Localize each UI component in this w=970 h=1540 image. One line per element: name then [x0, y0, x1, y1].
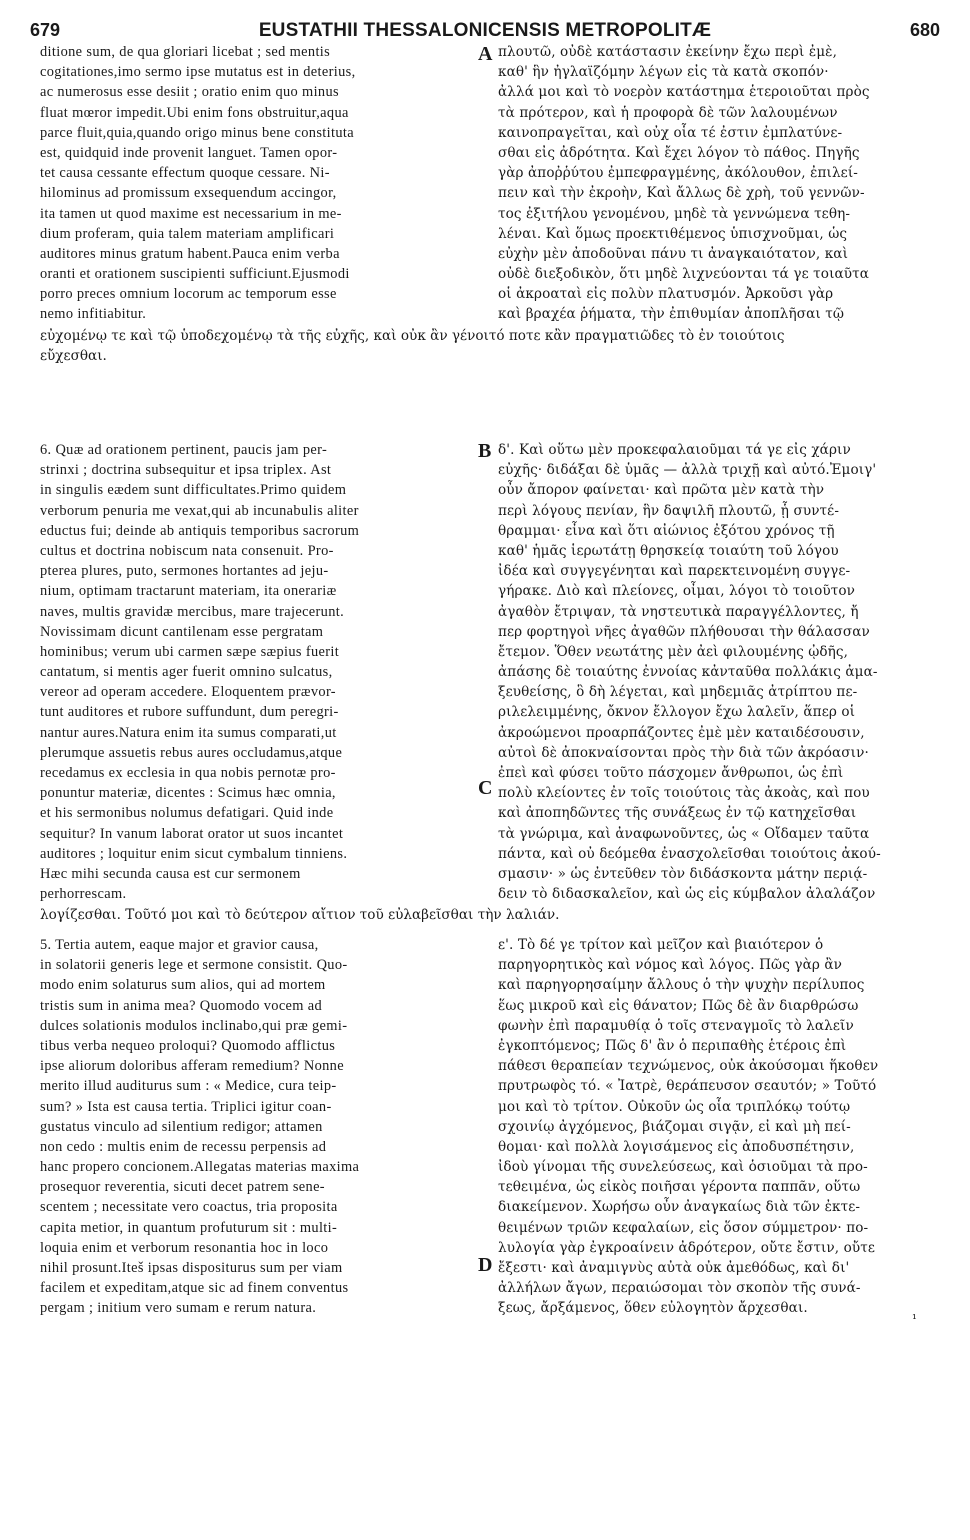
margin-marker-a: A: [478, 43, 493, 65]
text-line: περ φορτηγοὶ νῆες ἀγαθῶν πλήθουσαι τὴν θάλασσαν: [498, 623, 870, 640]
text-line: in solatorii generis lege et sermone consistit. Quo-: [40, 957, 348, 974]
text-line: ἀπάσης δὲ τοιαύτης ἐννοίας κἀνταῦθα πολλάκις ἀμα-: [498, 664, 878, 681]
text-line: Hæc mihi secunda causa est cur sermonem: [40, 865, 301, 882]
text-line: καὶ παρηγορησαίμην ἄλλους ὁ τὴν ψυχὴν περίλυπος: [498, 977, 865, 994]
text-line: περὶ λόγους πενίαν, ἣν δαψιλῆ πλουτῶ, ᾗ συντέ-: [498, 502, 840, 519]
margin-marker-b: B: [478, 440, 492, 462]
footnote-mark: ¹: [912, 1312, 917, 1326]
text-line: nantur aures.Natura enim ita sumus comparati,ut: [40, 724, 337, 741]
text-line: σμασιν· » ὡς ἐντεῦθεν τὸν διδάσκοντα μάτην περιᾴ-: [498, 865, 868, 882]
text-line: oranti et orationem suscipienti sufficiunt.Ejusmodi: [40, 266, 350, 283]
text-line: πάντα, καὶ οὐ δεόμεθα ἐνασχολεῖσθαι τοιούτοις ἀκού-: [498, 845, 881, 862]
greek-column-section-c: [498, 935, 930, 1319]
latin-column-section-b: [40, 440, 478, 904]
page-header: [30, 8, 940, 44]
text-line: nihil prosunt.Iteš ipsas dispositurus sum per viam: [40, 1260, 343, 1276]
text-line: cogitationes,imo sermo ipse mutatus est in deterius,: [40, 64, 356, 81]
text-line: θομαι· καὶ πολλὰ λογισάμενος εἰς ἀποδυσπέτησιν,: [498, 1138, 855, 1155]
text-line: et his sermonibus nolumus defatigari. Quid inde: [40, 805, 334, 822]
text-line: ac numerosus esse desiit ; oratio enim quo minus: [40, 84, 339, 101]
text-line: καὶ βραχέα ῥήματα, τὴν ἐπιθυμίαν ἀποπλῆσαι τῷ: [498, 306, 845, 323]
margin-marker-c: C: [478, 777, 493, 799]
text-line: nium, optimam tractarunt materiam, ita onerariæ: [40, 583, 337, 600]
text-line: θειμένων τριῶν κεφαλαίων, εἰς ὅσον σύμμετρον· πο-: [498, 1219, 869, 1236]
text-line: 6. Quæ ad orationem pertinent, paucis jam per-: [40, 442, 328, 458]
text-line: ξευθείσης, ὃ δὴ λέγεται, καὶ μηδεμιᾶς ἀτρίπτου πε-: [498, 684, 858, 701]
text-line: τὰ πρότερον, καὶ ἡ προφορὰ δὲ τῶν λαλουμένων: [498, 104, 838, 121]
text-line: prosequor reverentia, sicuti decet patrem sene-: [40, 1179, 325, 1196]
text-line: ipse aliorum doloribus afferam remedium? Nonne: [40, 1058, 344, 1075]
text-line: σχοινίῳ ἀγχόμενος, βιάζομαι σιγᾷν, εἰ καὶ μὴ πεί-: [498, 1118, 851, 1135]
text-line: merito illud auditurus sum : « Medice, cura teip-: [40, 1078, 337, 1095]
text-line: λέναι. Καὶ ὅμως προεκτιθέμενος ὑπισχνοῦμαι, ὡς: [498, 225, 848, 242]
text-line: tibus verba nequeo proloqui? Quomodo afflictus: [40, 1037, 336, 1054]
text-line: ἀκροώμενοι προαρπάζοντες ἐμὲ μὲν καταιδέσουσιν,: [498, 724, 865, 741]
text-line: scentem ; necessitate vero coactus, tria proposita: [40, 1199, 338, 1216]
text-line: τεθειμένα, ὡς εἰκὸς ποιῆσαι γέροντα παππᾶν, οὕτω: [498, 1179, 861, 1196]
text-line: ἔτεμον. Ὅθεν νεωτάτης μὲν ἀεὶ φιλουμένης ᾠδῆς,: [498, 643, 849, 660]
text-line: ἰδοὺ γίνομαι τῆς συνελεύσεως, καὶ ὁσιοῦμαι τὰ προ-: [498, 1159, 868, 1176]
text-line: πρυτρωφὸς τό. « Ἰατρὲ, θεράπευσον σεαυτόν; » Τοῦτό: [498, 1078, 877, 1095]
text-line: dulces solationis modulos inclinabo,qui præ gemi-: [40, 1017, 348, 1034]
text-line: cantatum, si mentis ager fuerit omnino sulcatus,: [40, 664, 333, 681]
text-line: naves, multis gravidæ mercibus, mare trajecerunt.: [40, 603, 345, 620]
text-line: recedamus ex ecclesia in qua nobis pernotæ pro-: [40, 765, 336, 781]
text-line: εὐχὴν μὲν ἀποδοῦναι πάνυ τι ἀναγκαιότατον, καὶ: [498, 245, 848, 262]
greek-column-section-b: [498, 440, 930, 904]
text-line: οἱ ἀκροαταὶ εἰς πολὺν πλατυσμόν. Ἀρκοῦσι γὰρ: [498, 286, 834, 303]
margin-marker-d: D: [478, 1254, 493, 1276]
text-line: non cedo : multis enim de recessu perpensis ad: [40, 1138, 327, 1155]
text-line: loquia enim et verborum resonantia hoc in loco: [40, 1239, 329, 1256]
text-line: in singulis eædem sunt difficultates.Primo quidem: [40, 482, 347, 499]
text-line: est, quidquid inde provenit languet. Tamen opor-: [40, 144, 338, 161]
text-line: ἕως μικροῦ καὶ εἰς θάνατον; Πῶς δὲ ἂν διαρθρώσω: [498, 997, 859, 1014]
text-line: θραμμαι· εἶνα καὶ ὅτι αἰώνιος ἐξότου χρόνος τῇ: [498, 522, 835, 539]
text-line: εὔχεσθαι.: [40, 348, 107, 365]
text-line: 5. Tertia autem, eaque major et gravior causa,: [40, 937, 319, 953]
text-line: τος ἐξιτήλου γενομένου, μηδὲ τὰ γεννώμενα τεθη-: [498, 205, 851, 222]
text-line: ita tamen ut quod maxime est necessarium in me-: [40, 205, 342, 222]
text-line: σθαι εἰς ἀδρότητα. Καὶ ἔχει λόγον τὸ πάθος. Πηγῆς: [498, 144, 860, 161]
greek-full-width-b: [40, 905, 940, 925]
text-line: καθ' ἣν ἠγλαϊζόμην λέγων εἰς τὰ κατὰ σκοπόν·: [498, 64, 829, 81]
greek-full-width-a: [40, 326, 940, 366]
text-line: auditores ; loquitur enim sicut cymbalum tinniens.: [40, 845, 348, 862]
text-line: πάθεσι θεραπείαν τεχνώμενος, οὐκ ἀκούσομαι ἥκοθεν: [498, 1058, 879, 1075]
text-line: διακείμενον. Χωρήσω οὖν ἀναγκαίως διὰ τῶν ἐκτε-: [498, 1199, 861, 1216]
text-line: μοι καὶ τὸ τρίτον. Οὐκοῦν ὡς οἷα τριπλόκῳ τούτῳ: [498, 1098, 851, 1115]
text-line: fluat mœror impedit.Ubi enim fons obstruitur,aqua: [40, 104, 349, 121]
text-line: ἀλλήλων ἄγων, περαιώσομαι τὸν σκοπὸν τῆς συνά-: [498, 1280, 861, 1297]
running-title: EUSTATHII THESSALONICENSIS METROPOLITÆ: [258, 20, 712, 41]
text-line: λυλογία γὰρ ἐγκροαίνειν ἀδρότερον, οὔτε ἔστιν, οὔτε: [498, 1239, 876, 1256]
text-line: sequitur? In vanum laborat orator ut suos incantet: [40, 825, 344, 842]
text-line: δειν τὸ διδασκαλεῖον, καὶ ὡς εἰς κύμβαλον ἀλαλάζον: [498, 886, 876, 903]
text-line: αὐτοὶ δὲ ἀποκναίσονται πρὸς τὴν διὰ τῶν ἀκρόασιν·: [498, 744, 869, 761]
text-line: ἀλλά μοι καὶ τὸ νοερὸν κατάστημα ἑτεροιοῦται πρὸς: [498, 84, 870, 101]
text-line: eductus fui; deinde ab antiquis temporibus sacrorum: [40, 522, 360, 539]
text-line: καθ' ἡμᾶς ἱερωτάτῃ θρησκείᾳ τοιαύτη τοῦ λόγου: [498, 542, 839, 559]
text-line: οὖν ἄπορον φαίνεται· καὶ πρῶτα μὲν κατὰ τὴν: [498, 482, 825, 499]
text-line: porro preces omnium locorum ac temporum esse: [40, 286, 337, 303]
text-line: hanc propero concionem.Allegatas materias maxima: [40, 1159, 360, 1176]
right-page-number: 680: [909, 20, 940, 40]
text-line: πλουτῶ, οὐδὲ κατάστασιν ἐκείνην ἔχω περὶ ἐμὲ,: [498, 44, 838, 60]
text-line: ponuntur materiæ, dicentes : Scimus hæc omnia,: [40, 785, 336, 802]
text-line: παρηγορητικὸς καὶ νόμος καὶ λόγος. Πῶς γὰρ ἂν: [498, 957, 843, 974]
text-line: plerumque assuetis rebus aures occludamus,atque: [40, 744, 343, 761]
text-line: pterea plures, puto, sermones hortantes ad jeju-: [40, 563, 329, 580]
text-line: sum? » Ista est causa tertia. Triplici igitur coan-: [40, 1098, 332, 1115]
text-line: Novissimam dicunt cantilenam esse pergratam: [40, 623, 324, 640]
text-line: strinxi ; doctrina subsequitur et ipsa triplex. Ast: [40, 462, 332, 479]
text-line: πειν καὶ τὴν ἐκροὴν, Καὶ ἄλλως δὲ χρὴ, τοῦ γεννῶν-: [498, 185, 865, 202]
text-line: λογίζεσθαι. Τοῦτό μοι καὶ τὸ δεύτερον αἴτιον τοῦ εὐλαβεῖσθαι τὴν λαλιάν.: [40, 907, 560, 923]
text-line: tunt auditores et rubore suffundunt, dum peregri-: [40, 704, 339, 721]
text-line: vereor ad operam accedere. Eloquentem prævor-: [40, 684, 336, 701]
text-line: gustatus vinculo ad silentium redigor; attamen: [40, 1118, 323, 1135]
text-line: ε'. Τὸ δέ γε τρίτον καὶ μεῖζον καὶ βιαιότερον ὁ: [498, 937, 824, 953]
text-line: nemo infitiabitur.: [40, 306, 147, 323]
text-line: πολὺ κλείοντες ἐν τοῖς τοιούτοις τὰς ἀκοὰς, καὶ που: [498, 785, 870, 802]
text-line: hilominus ad promissum exsequendum accingor,: [40, 185, 337, 202]
text-line: cultus et doctrina nobiscum nata consenuit. Pro-: [40, 542, 334, 559]
text-line: δ'. Καὶ οὕτω μὲν προκεφαλαιοῦμαι τά γε εἰς χάριν: [498, 442, 851, 458]
latin-column-section-a: [40, 42, 478, 325]
text-line: tristis sum in anima mea? Quomodo vocem ad: [40, 997, 323, 1014]
greek-column-section-a: [498, 42, 930, 325]
text-line: γήρακε. Διὸ καὶ πλείονες, οἶμαι, λόγοι τὸ τοιοῦτον: [498, 583, 856, 600]
text-line: ἀγαθὸν ἔτριψαν, τὰ νηστευτικὰ παραγγέλλοντες, ἤ: [498, 603, 859, 620]
text-line: καὶ ἀποπηδῶντες τῆς συνάξεως ἐν τῷ κατηχεῖσθαι: [498, 805, 857, 822]
text-line: εὐχομένῳ τε καὶ τῷ ὑποδεχομένῳ τὰ τῆς εὐχῆς, καὶ οὐκ ἂν γένοιτό ποτε κἂν πραγματιῶδες τὸ ἐν τοιούτοις: [40, 328, 785, 344]
text-line: ditione sum, de qua gloriari licebat ; sed mentis: [40, 44, 331, 60]
text-line: dium proferam, quia talem materiam amplificari: [40, 225, 335, 242]
text-line: hominibus; verum ubi carmen sæpe sæpius fuerit: [40, 643, 340, 660]
text-line: parce fluit,quia,quando origo minus bene constituta: [40, 124, 354, 141]
text-line: γὰρ ἀποῤῥύτου ἐμπεφραγμένης, ἀκόλουθον, ἐπιλεί-: [498, 165, 858, 182]
latin-column-section-c: [40, 935, 478, 1319]
text-line: verborum penuria me vexat,qui ab incunabulis aliter: [40, 502, 359, 519]
text-line: οὐδὲ διεξοδικὸν, ὅτι μηδὲ λιχνεύονται τά γε τοιαῦτα: [498, 266, 870, 283]
left-page-number: 679: [30, 20, 61, 40]
text-line: perhorrescam.: [40, 886, 127, 903]
text-line: ἐγκοπτόμενος; Πῶς δ' ἂν ὁ περιπαθὴς ἑτέροις ἐπὶ: [498, 1037, 847, 1054]
text-line: tet causa cessante effectum quoque cessare. Ni-: [40, 165, 330, 182]
text-line: φωνὴν ἐπὶ παραμυθίᾳ ὁ τοῖς στεναγμοῖς τὸ λαλεῖν: [498, 1017, 854, 1034]
text-line: modo enim solaturus sum alios, qui ad mortem: [40, 977, 326, 994]
text-line: ἔξεστι· καὶ ἀναμιγνὺς αὐτὰ οὐκ ἀμεθόδως, καὶ δι': [498, 1260, 850, 1276]
text-line: auditores minus gratum habent.Pauca enim verba: [40, 245, 340, 262]
text-line: ἐπεὶ καὶ φύσει τοῦτο πάσχομεν ἄνθρωποι, ὡς ἐπὶ: [498, 765, 844, 781]
text-line: εὐχῆς· διδάξαι δὲ ὑμᾶς — ἀλλὰ τριχῇ καὶ αὐτό.Ἐμοιγ': [498, 462, 877, 479]
text-line: capita metior, in quantum profuturum sit : multi-: [40, 1219, 338, 1236]
text-line: pergam ; initium vero sumam e rerum natura.: [40, 1300, 317, 1317]
text-line: καινοπραγεῖται, καὶ οὐχ οἷα τέ ἐστιν ἐμπλατύνε-: [498, 124, 843, 141]
text-line: ξεως, ἄρξάμενος, ὅθεν εὐλογητὸν ἄρχεσθαι.: [498, 1300, 808, 1317]
text-line: facilem et expeditam,atque sic ad finem conventus: [40, 1280, 349, 1297]
text-line: τὰ γνώριμα, καὶ ἀναφωνοῦντες, ὡς « Οἴδαμεν ταῦτα: [498, 825, 870, 842]
text-line: ριλελειμμένης, ὄκνον ἔλλογον ἔχω λαλεῖν, ἅπερ οἱ: [498, 704, 856, 721]
text-line: ἰδέα καὶ συγγεγένηται καὶ παρεκτεινομένη συγγε-: [498, 563, 851, 580]
